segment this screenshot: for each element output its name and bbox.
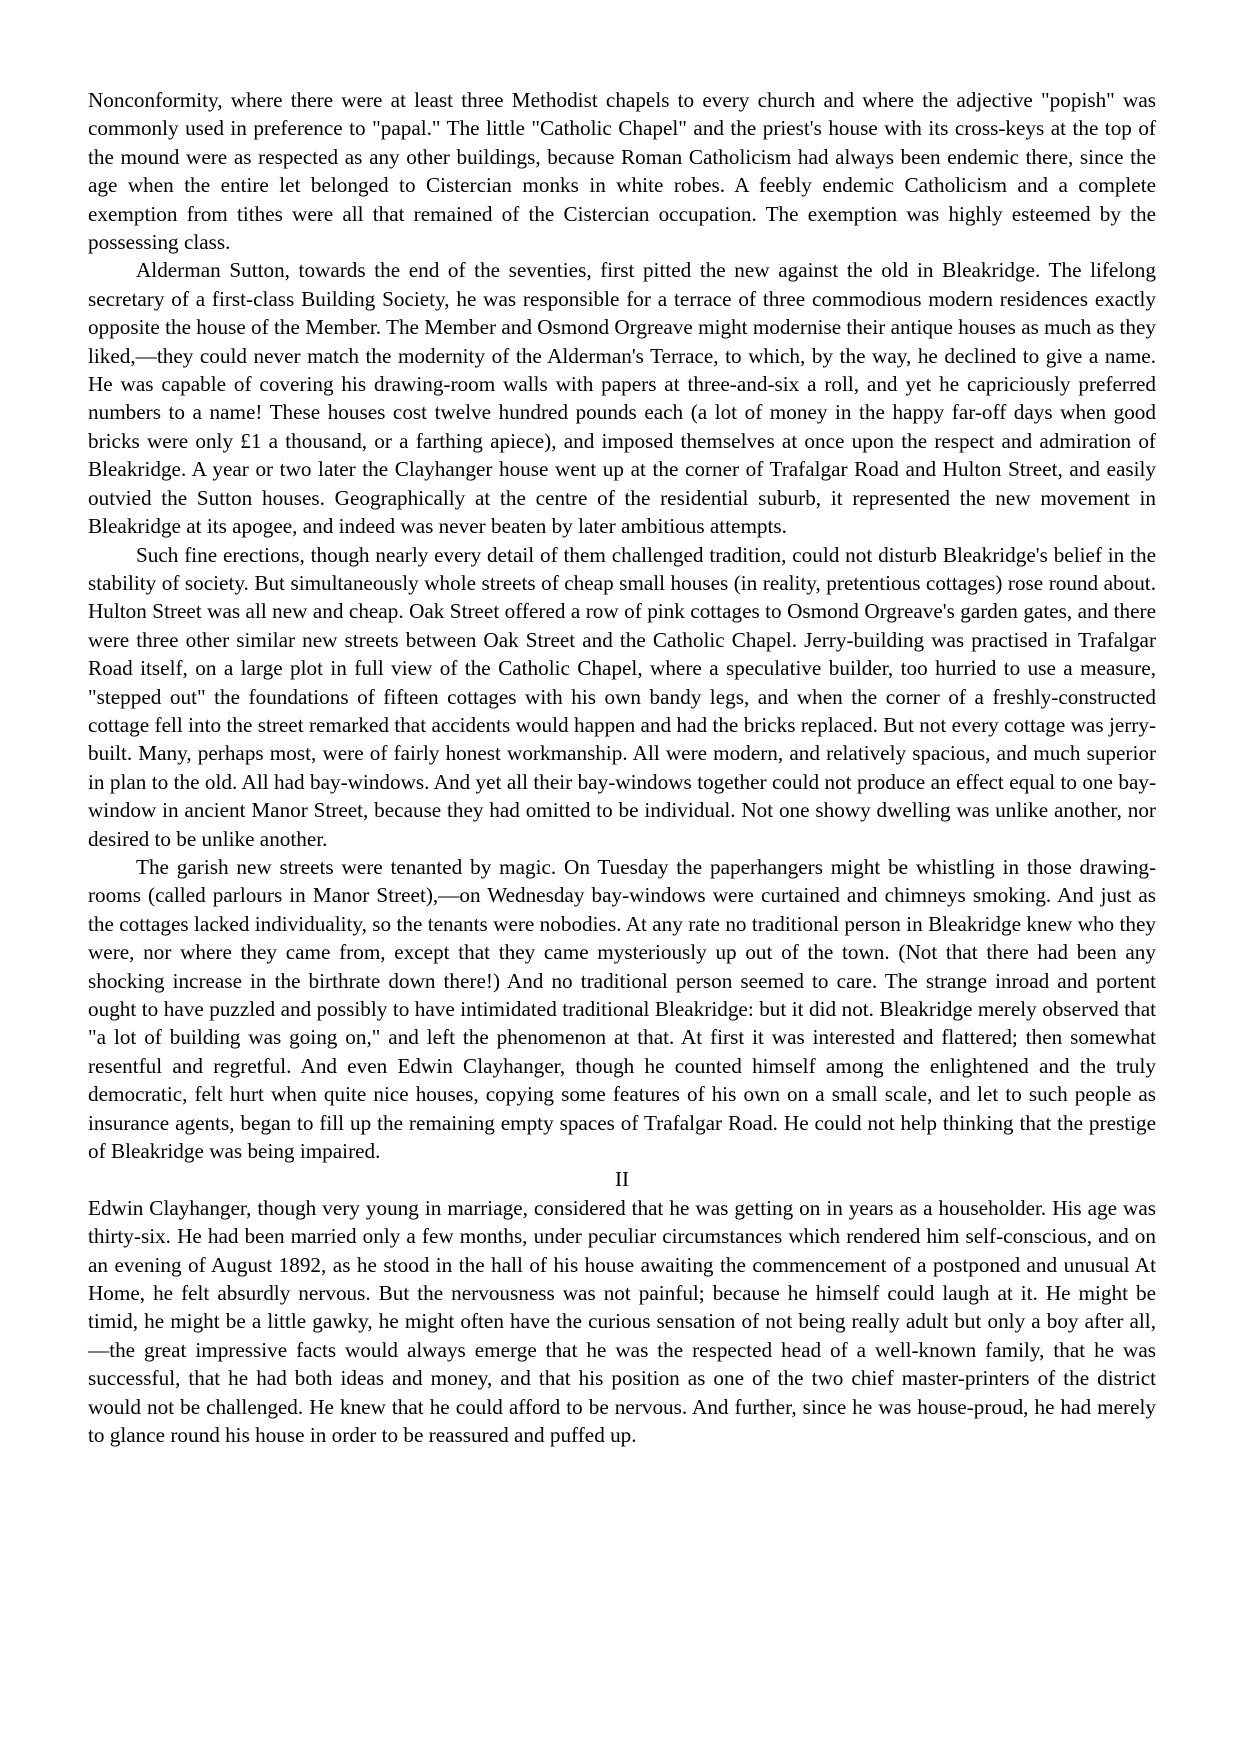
section-number: II bbox=[614, 1167, 630, 1192]
paragraph-nonconformity: Nonconformity, where there were at least three Methodist chapels to every church and where the adjective "popish" was commonly used in preference to "papal." The little "Catholic Chapel" and the priest's house with its cross-keys at the top of the mound were as respected as any other buildings, because Roman Catholicism had always been endemic there, since the age when the entire let belonged to Cistercian monks in white robes. A feebly endemic Catholicism and a complete exemption from tithes were all that remained of the Cistercian occupation. The exemption was highly esteemed by the possessing class. bbox=[88, 88, 1156, 255]
paragraph-fine-erections: Such fine erections, though nearly every detail of them challenged tradition, could not disturb Bleakridge's belief in the stability of society. But simultaneously whole streets of cheap small houses (in reality, pretentious cottages) rose round about. Hulton Street was all new and cheap. Oak Street offered a row of pink cottages to Osmond Orgreave's garden gates, and there were three other similar new streets between Oak Street and the Catholic Chapel. Jerry-building was practised in Trafalgar Road itself, on a large plot in full view of the Catholic Chapel, where a speculative builder, too hurried to use a measure, "stepped out" the foundations of fifteen cottages with his own bandy legs, and when the corner of a freshly-constructed cottage fell into the street remarked that accidents would happen and had the bricks replaced. But not every cottage was jerry-built. Many, perhaps most, were of fairly honest workmanship. All were modern, and relatively spacious, and much superior in plan to the old. All had bay-windows. And yet all their bay-windows together could not produce an effect equal to one bay-window in ancient Manor Street, because they had omitted to be individual. Not one showy dwelling was unlike another, nor desired to be unlike another. bbox=[88, 542, 1156, 851]
paragraph-alderman-sutton: Alderman Sutton, towards the end of the seventies, first pitted the new against the old in Bleakridge. The lifelong secretary of a first-class Building Society, he was responsible for a terrace of three commodious modern residences exactly opposite the house of the Member. The Member and Osmond Orgreave might modernise their antique houses as much as they liked,—they could never match the modernity of the Alderman's Terrace, to which, by the way, he declined to give a name. He was capable of covering his drawing-room walls with papers at three-and-six a roll, and yet he capriciously preferred numbers to a name! These houses cost twelve hundred pounds each (a lot of money in the happy far-off days when good bricks were only £1 a thousand, or a farthing apiece), and imposed themselves at once upon the respect and admiration of Bleakridge. A year or two later the Clayhanger house went up at the corner of Trafalgar Road and Hulton Street, and easily outvied the Sutton houses. Geographically at the centre of the residential suburb, it represented the new movement in Bleakridge at its apogee, and indeed was never beaten by later ambitious attempts. bbox=[88, 258, 1156, 539]
paragraph-garish-streets: The garish new streets were tenanted by magic. On Tuesday the paperhangers might be whistling in those drawing-rooms (called parlours in Manor Street),—on Wednesday bay-windows were curtained and chimneys smoking. And just as the cottages lacked individuality, so the tenants were nobodies. At any rate no traditional person in Bleakridge knew who they were, nor where they came from, except that they came mysteriously up out of the town. (Not that there had been any shocking increase in the birthrate down there!) And no traditional person seemed to care. The strange inroad and portent ought to have puzzled and possibly to have intimidated traditional Bleakridge: but it did not. Bleakridge merely observed that "a lot of building was going on," and left the phenomenon at that. At first it was interested and flattered; then somewhat resentful and regretful. And even Edwin Clayhanger, though he counted himself among the enlightened and the truly democratic, felt hurt when quite nice houses, copying some features of his own on a small scale, and let to such people as insurance agents, began to fill up the remaining empty spaces of Trafalgar Road. He could not help thinking that the prestige of Bleakridge was being impaired. bbox=[88, 854, 1156, 1164]
paragraph-edwin-clayhanger: Edwin Clayhanger, though very young in marriage, considered that he was getting on in years as a householder. His age was thirty-six. He had been married only a few months, under peculiar circumstances which rendered him self-conscious, and on an evening of August 1892, as he stood in the hall of his house awaiting the commencement of a postponed and unusual At Home, he felt absurdly nervous. But the nervousness was not painful; because he himself could laugh at it. He might be timid, he might be a little gawky, he might often have the curious sensation of not being really adult but only a boy after all,—the great impressive facts would always emerge that he was the respected head of a well-known family, that he was successful, that he had both ideas and money, and that his position as one of the two chief master-printers of the district would not be challenged. He knew that he could afford to be nervous. And further, since he was house-proud, he had merely to glance round his house in order to be reassured and puffed up. bbox=[88, 1195, 1156, 1448]
